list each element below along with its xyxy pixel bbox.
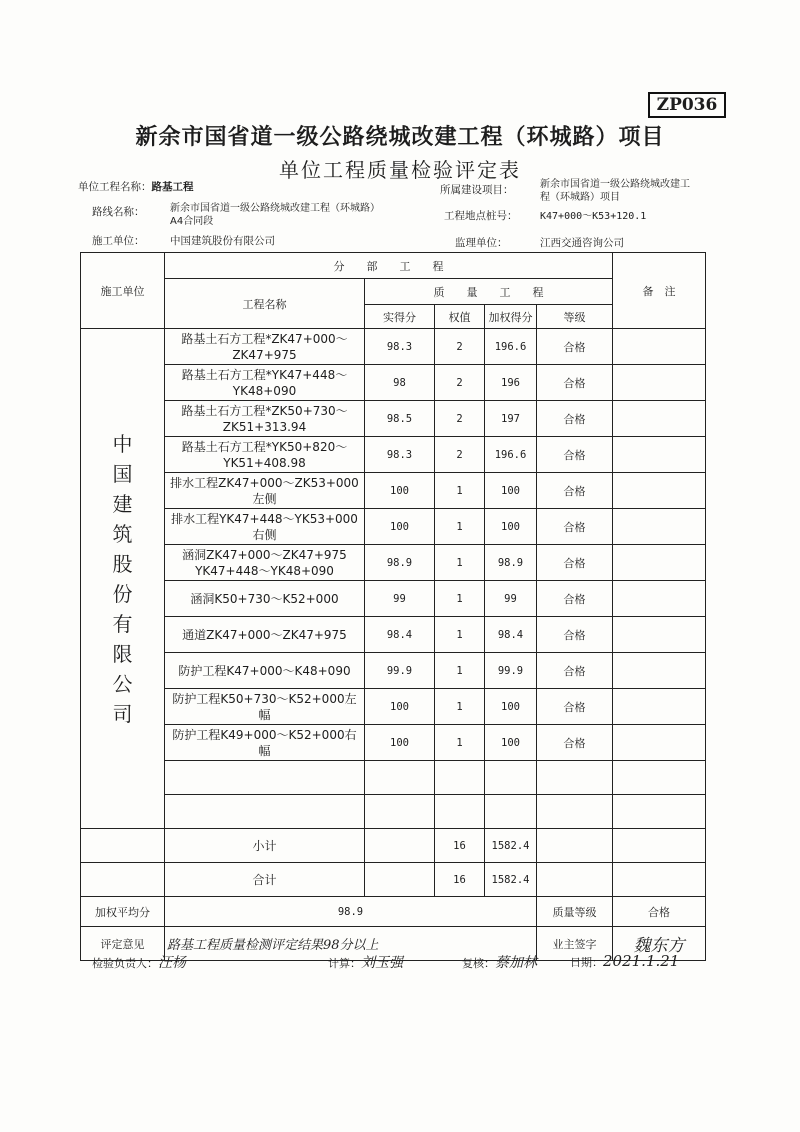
project-name-line1: 路基土石方工程*ZK47+000～	[181, 331, 348, 346]
score-cell: 98.4	[365, 617, 435, 653]
contractor-vertical-text	[83, 429, 162, 729]
weight-cell: 1	[435, 653, 485, 689]
calc-label: 计算：	[328, 957, 361, 970]
empty-cell	[435, 795, 485, 829]
header-grade: 等级	[537, 305, 613, 329]
remarks-cell	[613, 653, 706, 689]
score-cell: 100	[365, 689, 435, 725]
project-name-line2: 幅	[258, 707, 271, 722]
score-cell: 98.3	[365, 329, 435, 365]
weighted-score-cell: 196.6	[485, 437, 537, 473]
project-name-cell	[165, 653, 365, 689]
remarks-cell	[613, 365, 706, 401]
table-row	[81, 689, 706, 725]
subtotal-label: 小计	[165, 829, 365, 863]
project-name-cell	[165, 437, 365, 473]
date-value: 2021.1.21	[603, 952, 680, 970]
empty-cell	[365, 795, 435, 829]
remarks-cell	[613, 509, 706, 545]
score-cell: 98	[365, 365, 435, 401]
weight-cell: 1	[435, 473, 485, 509]
grade-cell: 合格	[537, 689, 613, 725]
remarks-cell	[613, 617, 706, 653]
table-row	[81, 581, 706, 617]
contractor-vertical-char: 公	[112, 671, 133, 696]
contractor-vertical-char: 筑	[112, 521, 133, 546]
header-score: 实得分	[365, 305, 435, 329]
table-row	[81, 329, 706, 365]
project-name-cell	[165, 689, 365, 725]
calc-field	[328, 952, 403, 972]
score-cell: 100	[365, 509, 435, 545]
quality-evaluation-table	[80, 252, 706, 961]
empty-cell	[81, 829, 165, 863]
remarks-cell	[613, 329, 706, 365]
calc-signature: 刘玉强	[361, 955, 403, 971]
weight-cell: 1	[435, 725, 485, 761]
empty-cell	[537, 795, 613, 829]
document-title: 新余市国省道一级公路绕城改建工程（环城路）项目	[135, 125, 665, 150]
review-signature: 蔡加林	[495, 955, 537, 971]
owner-sign-label: 业主签字	[537, 927, 613, 961]
project-name-line2: YK47+448～YK48+090	[195, 563, 334, 578]
weight-cell: 1	[435, 617, 485, 653]
table-row	[81, 545, 706, 581]
unit-project-field	[78, 181, 194, 194]
contractor-vertical-char: 国	[112, 461, 133, 486]
weighted-score-cell: 99.9	[485, 653, 537, 689]
weighted-score-cell: 100	[485, 689, 537, 725]
date-field	[570, 952, 679, 970]
header-weighted: 加权得分	[485, 305, 537, 329]
project-name-cell	[165, 401, 365, 437]
weighted-score-cell: 98.9	[485, 545, 537, 581]
remarks-cell	[613, 401, 706, 437]
score-cell: 98.5	[365, 401, 435, 437]
grade-cell: 合格	[537, 473, 613, 509]
score-cell: 100	[365, 473, 435, 509]
empty-cell	[613, 863, 706, 897]
project-name-line1: 排水工程YK47+448～YK53+000	[171, 511, 358, 526]
project-name-cell	[165, 545, 365, 581]
empty-cell	[537, 829, 613, 863]
table-row	[81, 365, 706, 401]
weighted-score-cell: 100	[485, 509, 537, 545]
empty-cell	[485, 795, 537, 829]
grade-cell: 合格	[537, 653, 613, 689]
empty-cell	[613, 761, 706, 795]
header-quality: 质 量 工 程	[365, 279, 613, 305]
supervisor-label: 监理单位：	[455, 237, 508, 249]
header-contractor: 施工单位	[81, 253, 165, 329]
weighted-score-cell: 99	[485, 581, 537, 617]
quality-grade-label: 质量等级	[537, 897, 613, 927]
weighted-score-cell: 196.6	[485, 329, 537, 365]
average-label: 加权平均分	[81, 897, 165, 927]
project-name-line2: YK48+090	[232, 383, 297, 398]
weighted-score-cell: 197	[485, 401, 537, 437]
empty-cell	[165, 761, 365, 795]
unit-project-label: 单位工程名称：	[78, 181, 152, 193]
project-name-line1: 防护工程K50+730～K52+000左	[172, 691, 357, 706]
empty-cell	[165, 795, 365, 829]
document-code: ZP036	[648, 92, 726, 118]
project-name-line1: 防护工程K49+000～K52+000右	[172, 727, 357, 742]
table-row	[81, 725, 706, 761]
subtotal-weight: 16	[435, 829, 485, 863]
project-name-line1: 通道ZK47+000～ZK47+975	[182, 627, 347, 642]
unit-project-value: 路基工程	[151, 181, 194, 193]
blank-row	[81, 761, 706, 795]
average-value: 98.9	[165, 897, 537, 927]
table-row	[81, 653, 706, 689]
remarks-cell	[613, 437, 706, 473]
route-value-line2: A4合同段	[170, 216, 214, 227]
weight-cell: 1	[435, 545, 485, 581]
grade-cell: 合格	[537, 725, 613, 761]
weight-cell: 2	[435, 329, 485, 365]
contractor-vertical-char: 股	[112, 551, 133, 576]
project-name-line1: 防护工程K47+000～K48+090	[178, 663, 351, 678]
total-weighted: 1582.4	[485, 863, 537, 897]
remarks-cell	[613, 473, 706, 509]
grade-cell: 合格	[537, 401, 613, 437]
score-cell: 100	[365, 725, 435, 761]
grade-cell: 合格	[537, 365, 613, 401]
score-cell: 99	[365, 581, 435, 617]
header-remarks: 备 注	[613, 253, 706, 329]
project-name-line1: 涵洞ZK47+000～ZK47+975	[182, 547, 347, 562]
weighted-score-cell: 98.4	[485, 617, 537, 653]
route-value-line1: 新余市国省道一级公路绕城改建工程（环城路）	[170, 203, 380, 214]
route-value	[170, 202, 380, 228]
project-name-cell	[165, 329, 365, 365]
weighted-score-cell: 100	[485, 473, 537, 509]
weight-cell: 1	[435, 689, 485, 725]
weight-cell: 1	[435, 509, 485, 545]
contractor-vertical-cell	[81, 329, 165, 829]
opinion-handwriting: 路基工程质量检测评定结果98分以上	[165, 927, 537, 961]
contractor-value: 中国建筑股份有限公司	[170, 235, 275, 247]
subtotal-weighted: 1582.4	[485, 829, 537, 863]
weighted-score-cell: 196	[485, 365, 537, 401]
contractor-vertical-char: 建	[112, 491, 133, 516]
grade-cell: 合格	[537, 545, 613, 581]
grade-cell: 合格	[537, 509, 613, 545]
contractor-vertical-char: 限	[112, 641, 133, 666]
inspector-signature: 汪杨	[158, 955, 186, 971]
project-name-cell	[165, 365, 365, 401]
inspector-label: 检验负责人：	[92, 957, 158, 970]
project-name-line2: 幅	[258, 743, 271, 758]
table-row	[81, 617, 706, 653]
grade-cell: 合格	[537, 437, 613, 473]
supervisor-value: 江西交通咨询公司	[540, 237, 624, 249]
opinion-label: 评定意见	[81, 927, 165, 961]
route-label: 路线名称：	[92, 206, 145, 218]
project-name-line2: YK51+408.98	[223, 455, 306, 470]
project-name-line2: ZK51+313.94	[222, 419, 307, 434]
project-name-line1: 路基土石方工程*YK47+448～	[181, 367, 348, 382]
project-name-cell	[165, 473, 365, 509]
score-cell: 98.3	[365, 437, 435, 473]
empty-cell	[365, 829, 435, 863]
header-project-name: 工程名称	[165, 279, 365, 329]
belong-project-value-line1: 新余市国省道一级公路绕城改建工	[540, 179, 690, 190]
blank-row	[81, 795, 706, 829]
remarks-cell	[613, 581, 706, 617]
total-label: 合计	[165, 863, 365, 897]
project-name-cell	[165, 581, 365, 617]
table-row	[81, 473, 706, 509]
grade-cell: 合格	[537, 581, 613, 617]
belong-project-value	[540, 178, 690, 204]
contractor-label: 施工单位：	[92, 235, 145, 247]
score-cell: 98.9	[365, 545, 435, 581]
empty-cell	[81, 863, 165, 897]
project-name-line2: 左侧	[252, 491, 277, 506]
project-name-line2: 右侧	[252, 527, 277, 542]
project-name-line1: 涵洞K50+730～K52+000	[190, 591, 339, 606]
project-name-cell	[165, 617, 365, 653]
station-value: K47+000～K53+120.1	[540, 211, 647, 222]
project-name-line1: 路基土石方工程*ZK50+730～	[181, 403, 348, 418]
contractor-vertical-char: 份	[112, 581, 133, 606]
empty-cell	[365, 863, 435, 897]
date-label: 日期：	[570, 956, 603, 969]
grade-cell: 合格	[537, 329, 613, 365]
empty-cell	[365, 761, 435, 795]
score-cell: 99.9	[365, 653, 435, 689]
table-row	[81, 437, 706, 473]
project-name-line1: 排水工程ZK47+000～ZK53+000	[170, 475, 359, 490]
project-name-cell	[165, 725, 365, 761]
weight-cell: 1	[435, 581, 485, 617]
belong-project-label: 所属建设项目：	[440, 184, 514, 196]
station-label: 工程地点桩号：	[444, 210, 518, 222]
table-row	[81, 509, 706, 545]
header-weight: 权值	[435, 305, 485, 329]
grade-cell: 合格	[537, 617, 613, 653]
weight-cell: 2	[435, 401, 485, 437]
inspector-field	[92, 952, 186, 972]
weighted-score-cell: 100	[485, 725, 537, 761]
remarks-cell	[613, 725, 706, 761]
contractor-vertical-char: 司	[112, 701, 133, 726]
belong-project-value-line2: 程（环城路）项目	[540, 192, 620, 203]
contractor-vertical-char: 中	[112, 431, 133, 456]
project-name-line2: ZK47+975	[232, 347, 297, 362]
empty-cell	[435, 761, 485, 795]
empty-cell	[485, 761, 537, 795]
table-row	[81, 401, 706, 437]
weight-cell: 2	[435, 365, 485, 401]
owner-signature: 魏东方	[613, 927, 706, 961]
total-weight: 16	[435, 863, 485, 897]
weight-cell: 2	[435, 437, 485, 473]
quality-grade-value: 合格	[613, 897, 706, 927]
empty-cell	[613, 829, 706, 863]
review-field	[462, 952, 537, 972]
remarks-cell	[613, 545, 706, 581]
project-name-line1: 路基土石方工程*YK50+820～	[181, 439, 348, 454]
contractor-vertical-char: 有	[112, 611, 133, 636]
remarks-cell	[613, 689, 706, 725]
project-name-cell	[165, 509, 365, 545]
document-subtitle: 单位工程质量检验评定表	[279, 158, 521, 182]
empty-cell	[537, 761, 613, 795]
review-label: 复核：	[462, 957, 495, 970]
empty-cell	[537, 863, 613, 897]
header-sub-project: 分 部 工 程	[165, 253, 613, 279]
empty-cell	[613, 795, 706, 829]
